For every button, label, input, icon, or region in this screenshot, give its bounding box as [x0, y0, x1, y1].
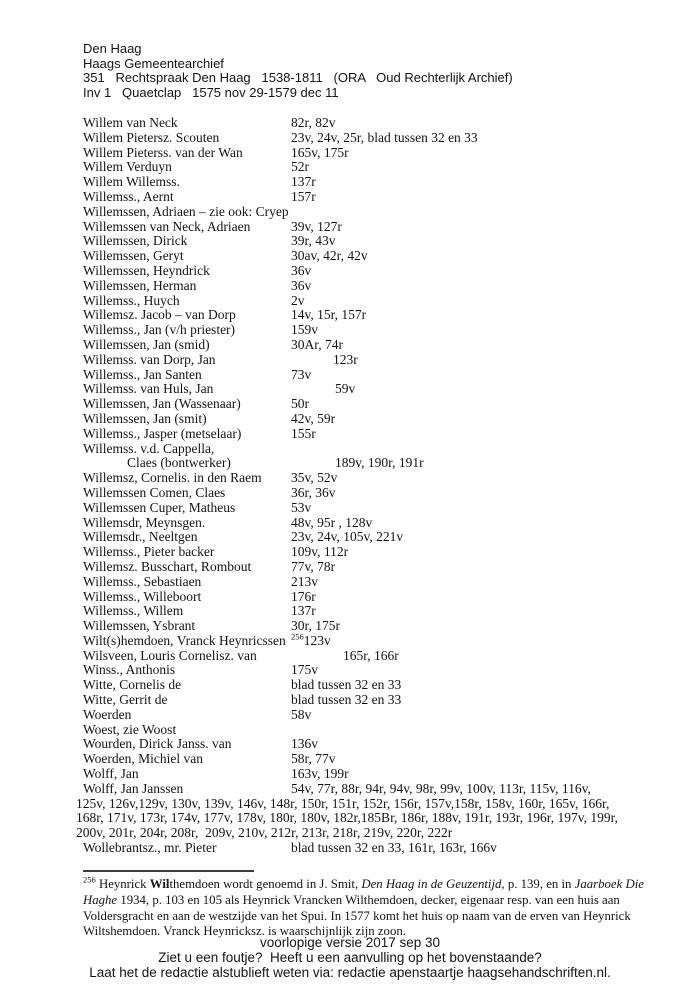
footer-contact-line: Laat het de redactie alstublieft weten via: redactie apenstaartje haagsehandschriften.nl.: [89, 965, 611, 980]
index-entry-refs: 137r: [291, 603, 316, 619]
index-entry-name: Willemssen, Jan (Wassenaar): [83, 396, 241, 412]
index-entry-refs: 163v, 199r: [291, 766, 349, 782]
index-entry-name: Willemssen, Dirick: [83, 233, 188, 249]
index-entry-refs: 50r: [291, 396, 309, 412]
footnote-text-segment: Haghe: [83, 892, 118, 907]
footnote-text-segment: Jaarboek Die: [574, 877, 644, 891]
index-entry-name: Willemssen, Jan (smid): [83, 336, 210, 352]
index-entry-name: Willemss., Willem: [83, 603, 184, 619]
footnote-256: [83, 874, 644, 940]
index-entry-refs: 213v: [291, 573, 318, 589]
index-entry-row: [83, 368, 683, 383]
index-entry-row: [83, 279, 683, 294]
index-entry-name: Willemssen Comen, Claes: [83, 484, 226, 500]
footnote-text-segment: Wil: [149, 877, 170, 891]
index-entry-name: Willem Verduyn: [83, 159, 172, 175]
index-entry-row: [83, 353, 683, 368]
index-entry-row: [83, 501, 683, 516]
index-entry-refs-continuation: 168r, 171v, 173r, 174v, 177v, 178v, 180r, 180v, 182r,185Br, 186r, 188v, 191r, 193r, 196r, 197v, 199r,: [76, 810, 618, 826]
index-entry-refs: 137r: [291, 174, 316, 190]
document-header: [83, 42, 513, 100]
index-entry-row: [83, 737, 683, 752]
index-entry-refs: 157r: [291, 188, 316, 204]
index-entry-row: [83, 590, 683, 605]
index-entry-row: [83, 631, 683, 649]
index-entry-refs: blad tussen 32 en 33: [291, 677, 402, 693]
index-entry-name: Willemsz. Jacob – van Dorp: [83, 307, 236, 323]
index-entry-row: [83, 619, 683, 634]
index-entry-refs: 52r: [291, 159, 309, 175]
index-entry-name: Willemss., Willeboort: [83, 588, 202, 604]
index-entry-refs: 35v, 52v: [291, 470, 338, 486]
index-entry-refs: 23v, 24v, 105v, 221v: [291, 529, 404, 545]
index-entry-refs: 58r, 77v: [291, 751, 336, 767]
index-entry-name: Willemss. van Huls, Jan: [83, 381, 214, 397]
index-entry-refs-continuation: 200v, 201r, 204r, 208r, 209v, 210v, 212r, 213r, 218r, 219v, 220r, 222r: [76, 825, 453, 841]
index-entry-row: [83, 338, 683, 353]
index-entry-name: Willemss. v.d. Cappella,: [83, 440, 215, 456]
index-entry-name: Woest, zie Woost: [83, 721, 177, 737]
index-entry-row: [83, 767, 683, 782]
index-entry-name: Willemss., Jan Santen: [83, 366, 202, 382]
index-entry-refs: 155r: [291, 425, 316, 441]
index-entry-name: Claes (bontwerker): [127, 455, 231, 471]
index-entry-row: [83, 782, 683, 797]
index-entry-name: Wolff, Jan: [83, 766, 139, 782]
index-entry-refs: 30Ar, 74r: [291, 336, 343, 352]
index-entry-refs: 39r, 43v: [291, 233, 336, 249]
index-entry-name: Willemssen, Ysbrant: [83, 618, 196, 634]
name-index-list: [76, 115, 683, 856]
index-entry-row: [83, 427, 683, 442]
footer-version-line: voorlopige versie 2017 sep 30: [259, 935, 441, 950]
index-entry-refs: 48v, 95r , 128v: [291, 514, 373, 530]
footnote-text-segment: Den Haag in de Geuzentijd: [361, 877, 502, 891]
index-entry-row: [83, 205, 683, 220]
index-entry-name: Willemss. van Dorp, Jan: [83, 351, 216, 367]
index-entry-refs: blad tussen 32 en 33: [291, 692, 402, 708]
index-entry-name: Willemssen, Geryt: [83, 248, 184, 264]
index-entry-row: [83, 442, 683, 457]
index-entry-name: Willem Pietersz. Scouten: [83, 129, 220, 145]
index-entry-row: [83, 264, 683, 279]
index-entry-name: Willemss., Aernt: [83, 188, 174, 204]
footnote-text-segment: 1934, p. 103 en 105 als Heynrick Vrancken Wilthemdoen, decker, eigenaar resp. van een huis aan: [117, 892, 620, 907]
index-entry-name: Wourden, Dirick Janss. van: [83, 736, 232, 752]
index-entry-row: [83, 530, 683, 545]
header-line: Haags Gemeentearchief: [83, 55, 224, 71]
index-entry-refs: 30av, 42r, 42v: [291, 248, 368, 264]
footnote-text-segment: , p. 139, en in: [501, 877, 575, 891]
index-entry-name: Wolff, Jan Janssen: [83, 780, 184, 796]
index-entry-row: [83, 456, 683, 471]
index-entry-row: [83, 397, 683, 412]
index-entry-name: Witte, Cornelis de: [83, 677, 182, 693]
index-entry-refs: 175v: [291, 662, 318, 678]
index-entry-refs: 77v, 78r: [291, 558, 336, 574]
index-entry-row: [83, 190, 683, 205]
index-entry-row: [83, 663, 683, 678]
index-entry-refs: 23v, 24v, 25r, blad tussen 32 en 33: [291, 129, 478, 145]
index-entry-name: Winss., Anthonis: [83, 662, 176, 678]
index-entry-refs: 39v, 127r: [291, 218, 342, 234]
index-entry-row: [83, 841, 683, 856]
index-entry-refs: 165v, 175r: [291, 144, 349, 160]
header-line: Den Haag: [83, 41, 142, 56]
header-line: 351 Rechtspraak Den Haag 1538-1811 (ORA Oud Rechterlijk Archief): [83, 70, 513, 85]
index-entry-row: [83, 575, 683, 590]
index-entry-row: [83, 234, 683, 249]
index-entry-name: Willemssen Cuper, Matheus: [83, 499, 236, 515]
index-entry-name: Willemsdr., Neeltgen: [83, 529, 198, 545]
index-entry-row: [83, 294, 683, 309]
footnote-separator-rule: [83, 870, 254, 872]
index-entry-name: Willemsz. Busschart, Rombout: [83, 558, 252, 574]
index-entry-refs: 14v, 15r, 157r: [291, 307, 367, 323]
index-entry-name: Willemssen, Jan (smit): [83, 410, 207, 426]
index-entry-row: [83, 708, 683, 723]
index-entry-refs: 176r: [291, 588, 316, 604]
index-entry-refs: 36v: [291, 277, 312, 293]
index-entry-row: [83, 723, 683, 738]
index-entry-row: [83, 382, 683, 397]
index-entry-refs: 36r, 36v: [291, 484, 336, 500]
index-entry-refs: 2v: [291, 292, 305, 308]
footnote-text-segment: themdoen wordt genoemd in J. Smit,: [169, 877, 362, 891]
index-entry-name: Witte, Gerrit de: [83, 692, 168, 708]
index-entry-row: [83, 649, 683, 664]
index-entry-name: Willemss., Pieter backer: [83, 544, 215, 560]
footnote-number: 256: [83, 874, 96, 885]
index-entry-row: [83, 693, 683, 708]
index-entry-name: Willemsz, Cornelis. in den Raem: [83, 470, 262, 486]
index-entry-name: Willemssen van Neck, Adriaen: [83, 218, 251, 234]
index-entry-name: Wollebrantsz., mr. Pieter: [83, 840, 217, 856]
footnote-text-segment: Heynrick: [95, 877, 150, 891]
index-entry-row: [83, 516, 683, 531]
index-entry-refs-continuation: 125v, 126v,129v, 130v, 139v, 146v, 148r, 150r, 151r, 152r, 156r, 157v,158r, 158v, 160r, 165v, 166r,: [76, 795, 610, 811]
index-entry-refs: 36v: [291, 262, 312, 278]
index-entry-name: Willemssen, Adriaen – zie ook: Cryep: [83, 203, 289, 219]
index-entry-refs: 165r, 166r: [343, 647, 399, 663]
index-entry-refs: 123r: [333, 351, 358, 367]
index-entry-name: Willem Pieterss. van der Wan: [83, 144, 243, 160]
index-entry-row: [83, 545, 683, 560]
footnote-line: [83, 909, 635, 925]
index-entry-name: Wilsveen, Louris Cornelisz. van: [83, 647, 257, 663]
index-entry-name: Willemsdr, Meynsgen.: [83, 514, 206, 530]
footnote-line: [83, 893, 635, 909]
index-entry-refs: 30r, 175r: [291, 618, 340, 634]
footnote-text-segment: Voldersgracht en aan de westzijde van het Spui. In 1577 komt het huis op naam van de erven van Heynrick: [83, 908, 631, 923]
index-entry-row: [83, 308, 683, 323]
index-entry-name: Woerden, Michiel van: [83, 751, 203, 767]
index-entry-name: Willemss., Jasper (metselaar): [83, 425, 242, 441]
index-entry-row: [83, 220, 683, 235]
index-entry-row: [83, 486, 683, 501]
index-entry-name: Willem van Neck: [83, 115, 178, 130]
index-entry-refs: 82r, 82v: [291, 115, 336, 130]
index-entry-name: Willemss., Sebastiaen: [83, 573, 202, 589]
index-entry-refs: 42v, 59r: [291, 410, 336, 426]
footnote-text-segment: Wiltshemdoen. Vranck Heynricksz. is waarschijnlijk zijn zoon.: [83, 924, 406, 939]
index-entry-refs: 58v: [291, 706, 312, 722]
index-entry-refs: 109v, 112r: [291, 544, 349, 560]
index-entry-name: Willem Willemss.: [83, 174, 180, 190]
footer-question-line: Ziet u een foutje? Heeft u een aanvulling op het bovenstaande?: [158, 950, 542, 965]
index-entry-row: [83, 323, 683, 338]
index-entry-row: [83, 131, 683, 146]
header-line: Inv 1 Quaetclap 1575 nov 29-1579 dec 11: [83, 84, 339, 100]
index-entry-row: [83, 412, 683, 427]
index-entry-name: Willemss., Huych: [83, 292, 180, 308]
index-entry-row: [83, 249, 683, 264]
index-entry-row: [83, 471, 683, 486]
index-entry-refs: 54v, 77r, 88r, 94r, 94v, 98r, 99v, 100v, 113r, 115v, 116v,: [291, 780, 591, 796]
index-entry-row: [83, 116, 683, 131]
index-entry-refs: 189v, 190r, 191r: [335, 455, 424, 471]
index-entry-refs: 59v: [335, 381, 356, 397]
index-entry-refs: 73v: [291, 366, 312, 382]
index-entry-refs: blad tussen 32 en 33, 161r, 163r, 166v: [291, 840, 497, 856]
index-entry-row: [83, 604, 683, 619]
footnote-reference-marker: 256: [291, 631, 304, 642]
index-entry-row: [83, 678, 683, 693]
index-entry-row: [83, 160, 683, 175]
footnote-line: [83, 874, 644, 893]
index-entry-name: Willemssen, Herman: [83, 277, 197, 293]
index-entry-row: [83, 560, 683, 575]
index-entry-refs: 123v: [303, 632, 331, 648]
index-entry-name: Willemss., Jan (v/h priester): [83, 322, 236, 338]
index-entry-refs: 53v: [291, 499, 312, 515]
index-entry-row: [83, 175, 683, 190]
index-entry-refs: 136v: [291, 736, 318, 752]
index-entry-name: Woerden: [83, 706, 132, 722]
index-entry-row: [83, 752, 683, 767]
index-entry-refs: 159v: [291, 322, 318, 338]
index-entry-row: [83, 146, 683, 161]
index-entry-name: Wilt(s)hemdoen, Vranck Heynricssen: [83, 632, 286, 648]
index-entry-name: Willemssen, Heyndrick: [83, 262, 210, 278]
